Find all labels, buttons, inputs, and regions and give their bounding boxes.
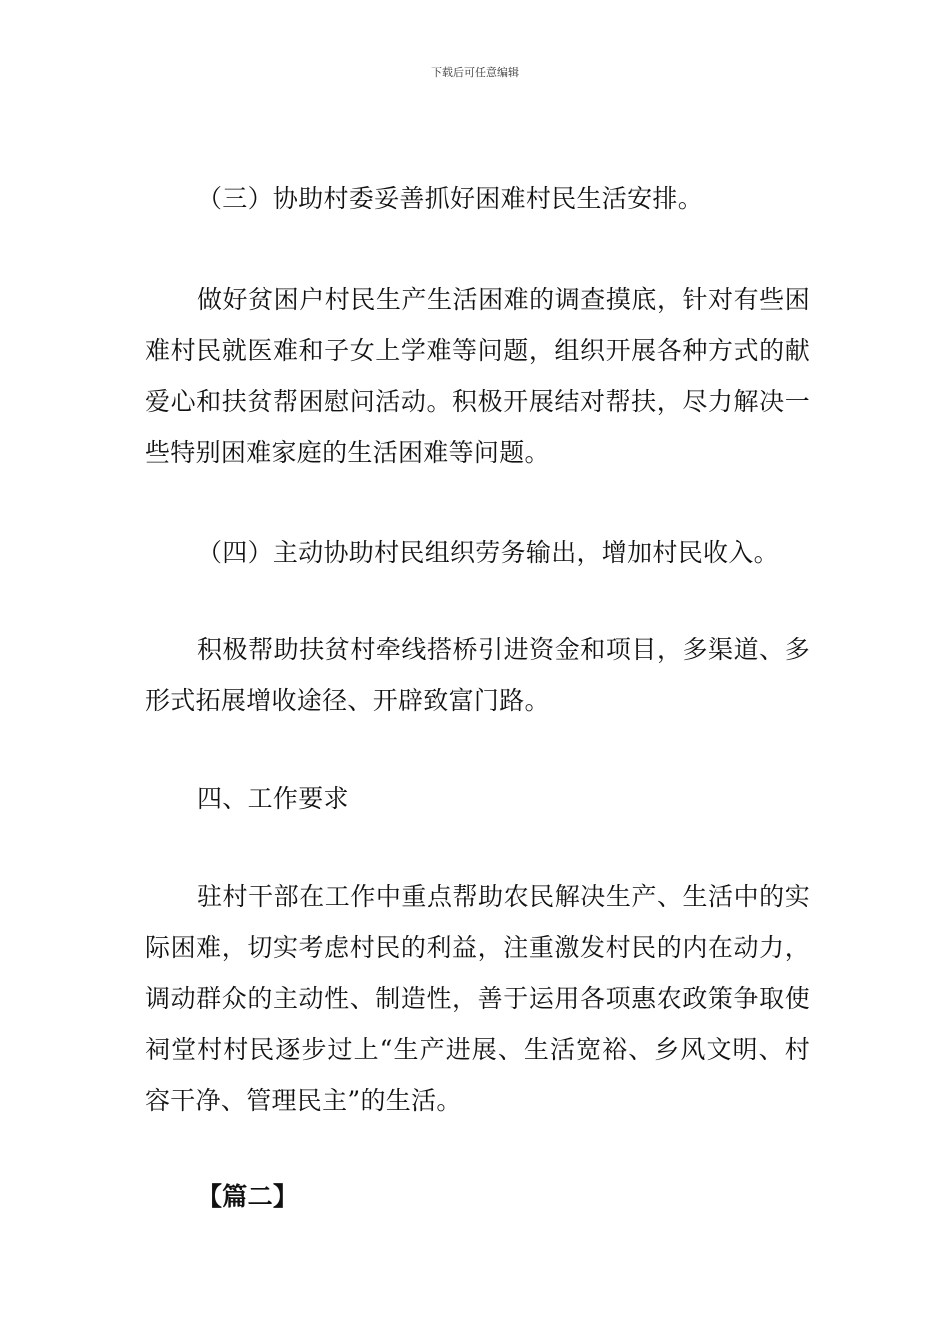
subheading-four: （四）主动协助村民组织劳务输出，增加村民收入。 — [197, 538, 779, 567]
chapter-heading-part-two: 【篇二】 — [197, 1182, 299, 1211]
section-heading-work-requirements: 四、工作要求 — [197, 784, 349, 813]
paragraph-income-channels: 积极帮助扶贫村牵线搭桥引进资金和项目，多渠道、多形式拓展增收途径、开辟致富门路。 — [145, 635, 810, 715]
paragraph-poverty-survey: 做好贫困户村民生产生活困难的调查摸底，针对有些困难村民就医难和子女上学难等问题，组织开展各种方式的献爱心和扶贫帮困慰问活动。积极开展结对帮扶，尽力解决一些特别困难家庭的生活困难等问题。 — [145, 285, 810, 467]
paragraph-work-requirements: 驻村干部在工作中重点帮助农民解决生产、生活中的实际困难，切实考虑村民的利益，注重激发村民的内在动力，调动群众的主动性、制造性，善于运用各项惠农政策争取使祠堂村村民逐步过上“生产进展、生活宽裕、乡风文明、村容干净、管理民主”的生活。 — [145, 882, 810, 1115]
subheading-three: （三）协助村委妥善抓好困难村民生活安排。 — [197, 184, 704, 213]
page-header-note: 下载后可任意编辑 — [431, 66, 519, 79]
